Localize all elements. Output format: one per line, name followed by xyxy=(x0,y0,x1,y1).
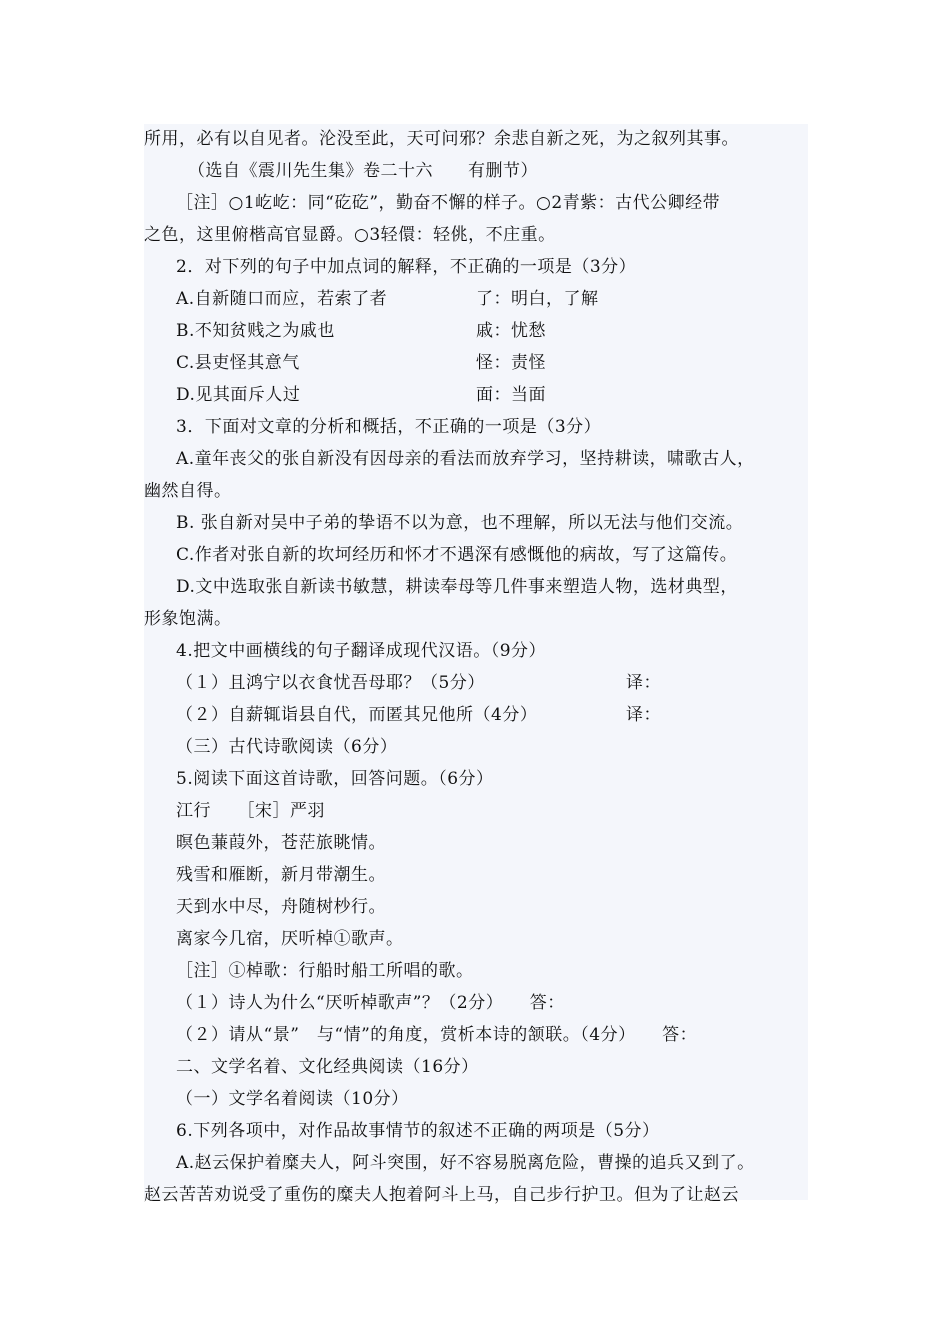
text-line: 5.阅读下面这首诗歌，回答问题。（6分） xyxy=(176,769,494,789)
option-text: C.县吏怪其意气 xyxy=(176,353,300,373)
text-line: （一）文学名着阅读（10分） xyxy=(176,1089,409,1109)
option-gloss: 戚：忧愁 xyxy=(476,321,546,341)
option-line xyxy=(176,316,546,348)
option-text: B.不知贫贱之为戚也 xyxy=(176,321,335,341)
translation-line xyxy=(176,668,661,700)
text-line: 形象饱满。 xyxy=(144,609,232,629)
option-text: D.见其面斥人过 xyxy=(176,385,301,405)
option-line xyxy=(176,348,546,380)
poem-line: 天到水中尽，舟随树杪行。 xyxy=(176,897,386,917)
text-line: ［注］①棹歌：行船时船工所唱的歌。 xyxy=(176,961,474,981)
poem-line: 暝色蒹葭外，苍茫旅眺情。 xyxy=(176,833,386,853)
option-gloss: 了：明白，了解 xyxy=(476,289,599,309)
text-line: C.作者对张自新的坎坷经历和怀才不遇深有感慨他的病故，写了这篇传。 xyxy=(176,545,738,565)
translation-label: 译： xyxy=(626,673,661,693)
option-line xyxy=(176,284,599,316)
poem-line: 残雪和雁断，新月带潮生。 xyxy=(176,865,386,885)
option-text: A.自新随口而应，若索了者 xyxy=(176,289,388,309)
poem-line: 离家今几宿，厌听棹①歌声。 xyxy=(176,929,404,949)
text-line: 4.把文中画横线的句子翻译成现代汉语。（9分） xyxy=(176,641,547,661)
option-gloss: 面：当面 xyxy=(476,385,546,405)
text-line: 之色，这里俯楷高官显爵。○3轻儇：轻佻，不庄重。 xyxy=(144,225,556,245)
text-line: （选自《震川先生集》卷二十六 有删节） xyxy=(188,161,538,181)
option-line xyxy=(176,380,546,412)
text-line: （１）诗人为什么“厌听棹歌声”？（2分） 答： xyxy=(176,993,565,1013)
translation-text: （１）且鸿宁以衣食忧吾母耶？（5分） xyxy=(176,673,485,693)
poem-title: 江行 ［宋］严羽 xyxy=(176,801,325,821)
text-line: 6.下列各项中，对作品故事情节的叙述不正确的两项是（5分） xyxy=(176,1121,660,1141)
text-line: A.童年丧父的张自新没有因母亲的看法而放弃学习，坚持耕读，啸歌古人， xyxy=(176,449,755,469)
text-line: B. 张自新对吴中子弟的挚语不以为意，也不理解，所以无法与他们交流。 xyxy=(176,513,744,533)
text-line: D.文中选取张自新读书敏慧，耕读奉母等几件事来塑造人物，选材典型， xyxy=(176,577,738,597)
text-line: （２）请从“景” 与“情”的角度，赏析本诗的颔联。（4分） 答： xyxy=(176,1025,698,1045)
text-line: 3．下面对文章的分析和概括，不正确的一项是（3分） xyxy=(176,417,602,437)
text-line: A.赵云保护着糜夫人，阿斗突围，好不容易脱离危险，曹操的追兵又到了。 xyxy=(176,1153,755,1173)
translation-text: （２）自薪辄诣县自代，而匿其兄他所（4分） xyxy=(176,705,538,725)
text-line: 幽然自得。 xyxy=(144,481,232,501)
text-line: 所用，必有以自见者。沦没至此，天可问邪？余悲自新之死，为之叙列其事。 xyxy=(144,129,739,149)
translation-line xyxy=(176,700,661,732)
option-gloss: 怪：责怪 xyxy=(476,353,546,373)
text-line: ［注］○1屹屹：同“矻矻”，勤奋不懈的样子。○2青紫：古代公卿经带 xyxy=(176,193,721,213)
document-page xyxy=(144,124,808,1205)
text-line: （三）古代诗歌阅读（6分） xyxy=(176,737,398,757)
translation-label: 译： xyxy=(626,705,661,725)
text-line: 赵云苦苦劝说受了重伤的糜夫人抱着阿斗上马，自己步行护卫。但为了让赵云 xyxy=(144,1185,739,1205)
section-heading: 二、文学名着、文化经典阅读（16分） xyxy=(176,1057,479,1077)
text-line: 2．对下列的句子中加点词的解释，不正确的一项是（3分） xyxy=(176,257,637,277)
